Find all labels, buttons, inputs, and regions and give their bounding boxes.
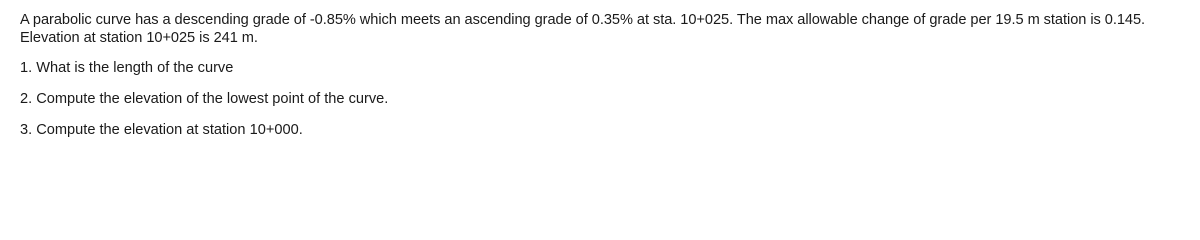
question-item: 3. Compute the elevation at station 10+000. [20, 122, 303, 138]
question-item: 2. Compute the elevation of the lowest point of the curve. [20, 91, 389, 107]
problem-statement: A parabolic curve has a descending grade of -0.85% which meets an ascending grade of 0.35% at sta. 10+025. The max allowable change of grade per 19.5 m station is 0.145. Elevation at station 10+025 is 241 m. [20, 12, 1146, 46]
question-list [20, 59, 1200, 139]
question-item: 1. What is the length of the curve [20, 60, 234, 76]
